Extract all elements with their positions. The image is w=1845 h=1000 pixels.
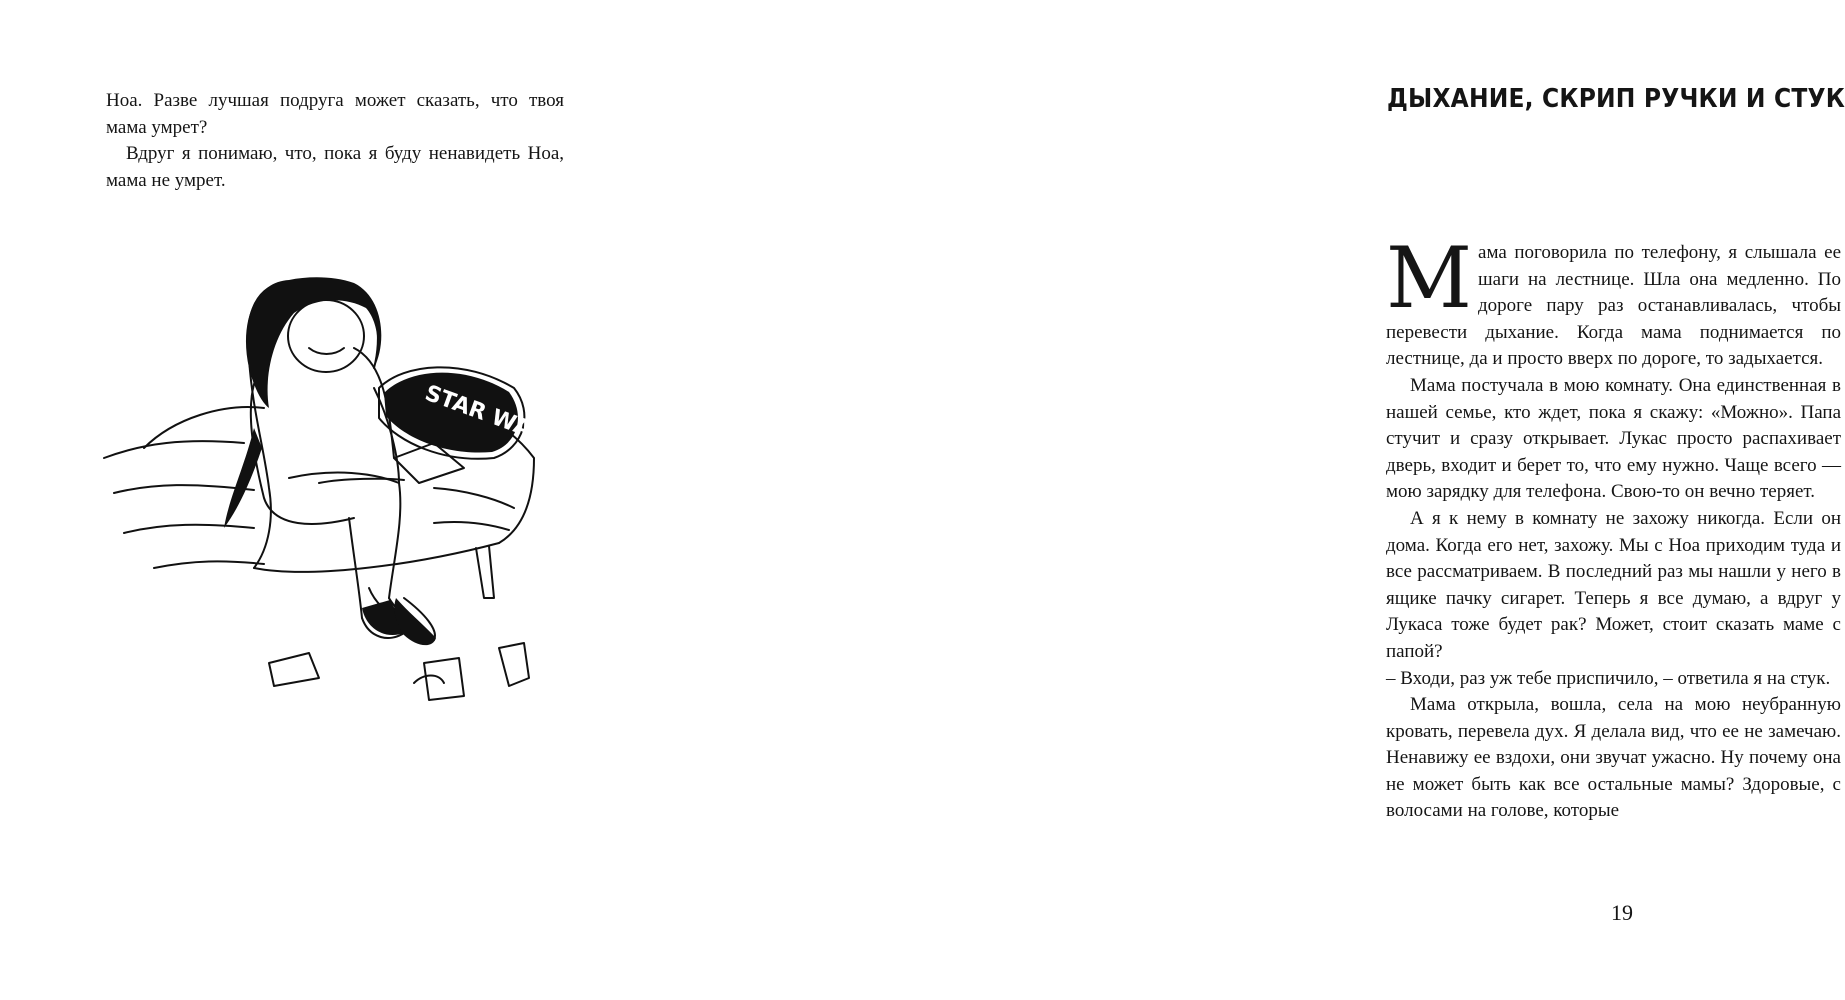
pillow-star-wars-text: STAR WARS bbox=[421, 380, 566, 454]
drop-cap: М bbox=[1386, 229, 1473, 327]
left-page bbox=[0, 0, 649, 1000]
chapter-title: ДЫХАНИЕ, СКРИП РУЧКИ И СТУК bbox=[1387, 84, 1845, 114]
left-paragraph-1: Ноа. Разве лучшая подруга может сказать, что твоя мама умрет? bbox=[106, 90, 564, 138]
page-number: 19 bbox=[1611, 900, 1633, 925]
left-paragraph-2: Вдруг я понимаю, что, пока я буду ненавидеть Ноа, мама не умрет. bbox=[106, 143, 564, 191]
right-paragraph-4: – Входи, раз уж тебе приспичило, – ответила я на стук. bbox=[1386, 667, 1831, 689]
right-page-text bbox=[1386, 229, 1841, 825]
left-page-text bbox=[106, 88, 564, 194]
right-paragraph-5: Мама открыла, вошла, села на мою неубранную кровать, перевела дух. Я делала вид, что ее не замечаю. Ненавижу ее вздохи, они звучат ужасно. Ну почему она не может быть как все остальные мамы? Здоровые, с волосами на голове, которые bbox=[1386, 694, 1841, 822]
girl-on-bed-illustration bbox=[104, 268, 566, 708]
right-paragraph-3: А я к нему в комнату не захожу никогда. Если он дома. Когда его нет, захожу. Мы с Ноа приходим туда и все рассматриваем. В последний раз мы нашли у него в ящике пачку сигарет. Теперь я все думаю, а вдруг у Лукаса тоже будет рак? Может, стоит сказать маме с папой? bbox=[1386, 507, 1841, 662]
right-paragraph-2: Мама постучала в мою комнату. Она единственная в нашей семье, кто ждет, пока я скажу: «Можно». Папа стучит и сразу открывает. Лукас просто распахивает дверь, входит и берет то, что ему нужно. Чаще всего — мою зарядку для телефона. Свою-то он вечно теряет. bbox=[1386, 374, 1841, 503]
right-page bbox=[649, 0, 1845, 1000]
first-paragraph-text: ама поговорила по телефону, я слышала ее шаги на лестнице. Шла она медленно. По дороге пару раз останавливалась, чтобы перевести дыхание. Когда мама поднимается по лестнице, да и просто вверх по дороге, то задыхается. bbox=[1386, 242, 1841, 370]
first-paragraph bbox=[1386, 229, 1841, 373]
